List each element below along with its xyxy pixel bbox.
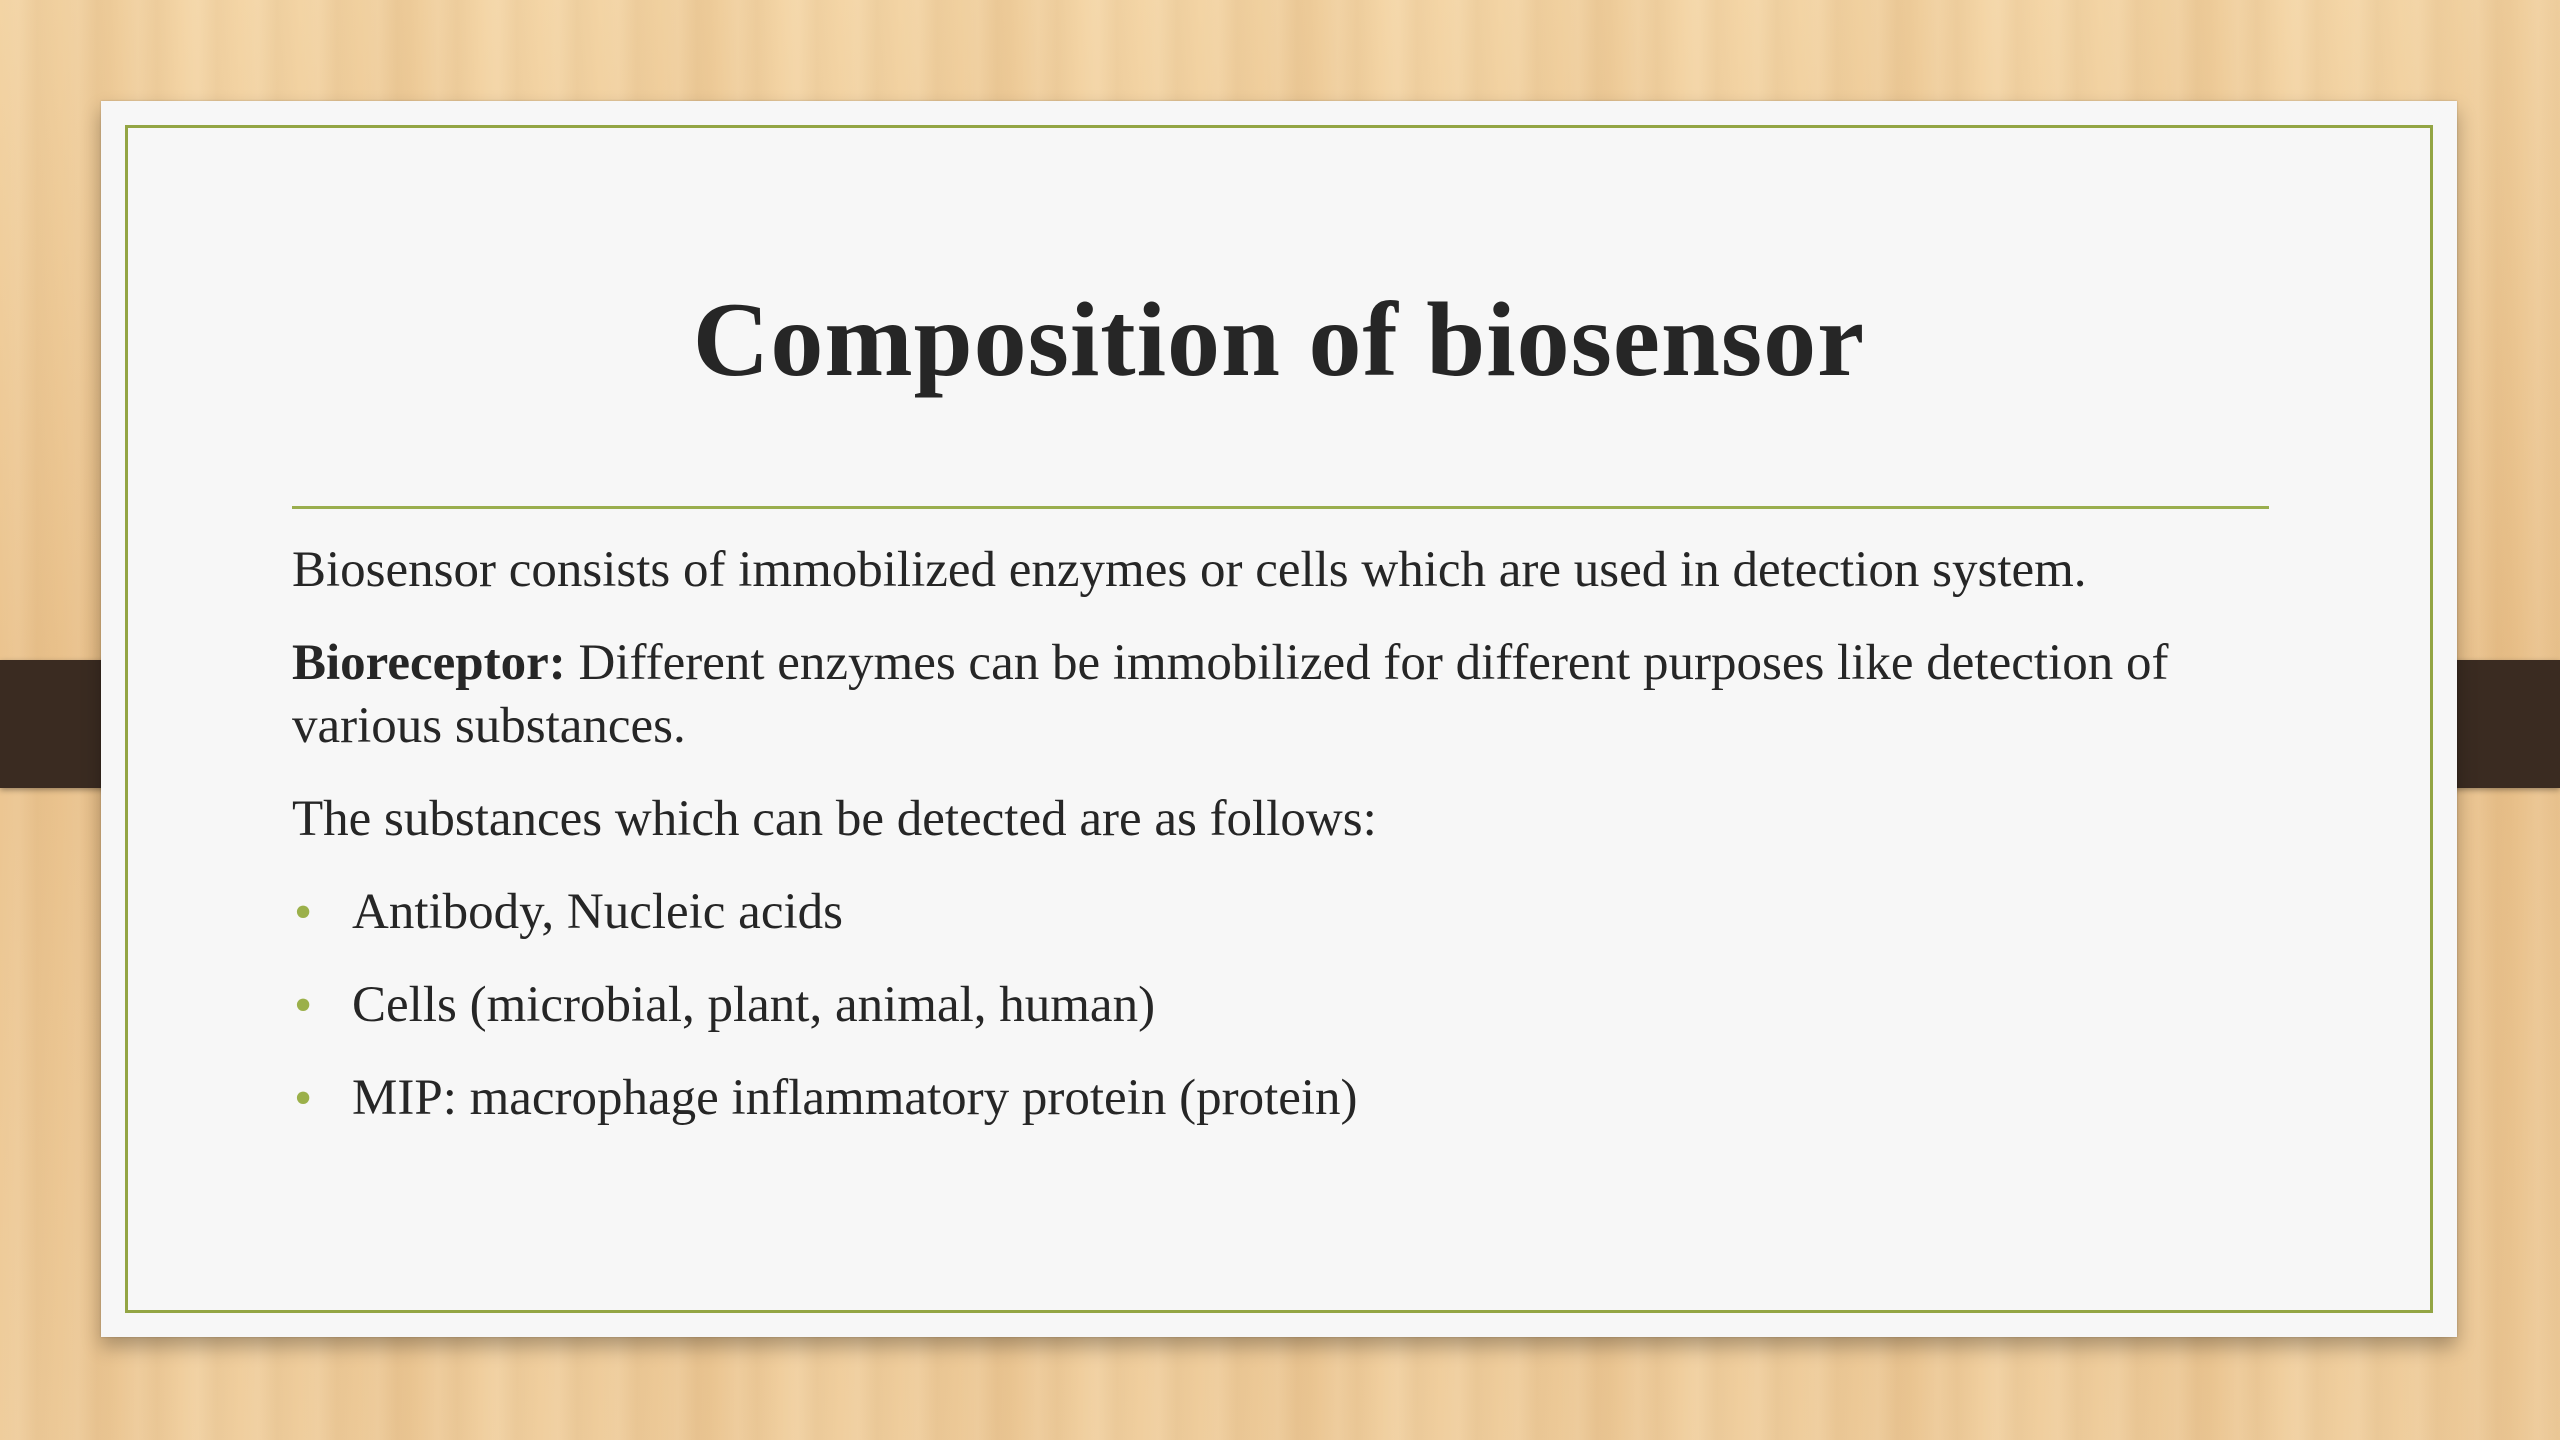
- slide-title: Composition of biosensor: [692, 281, 1866, 398]
- bullet-dot-icon: •: [294, 884, 313, 941]
- bioreceptor-text: Different enzymes can be immobilized for different purposes like detection of various substances.: [292, 635, 2169, 754]
- paragraph-substances-text: The substances which can be detected are as follows:: [292, 791, 1377, 847]
- substances-list: [292, 881, 2272, 1130]
- bullet-dot-icon: •: [294, 977, 313, 1034]
- list-item-text: Cells (microbial, plant, animal, human): [352, 977, 1156, 1033]
- list-item: [292, 974, 2272, 1037]
- list-item-text: MIP: macrophage inflammatory protein (protein): [352, 1070, 1358, 1126]
- list-item: [292, 881, 2272, 944]
- paragraph-intro-text: Biosensor consists of immobilized enzymes or cells which are used in detection system.: [292, 542, 2087, 598]
- title-divider: [292, 506, 2269, 509]
- list-item: [292, 1067, 2272, 1130]
- slide-card: [101, 101, 2457, 1337]
- bioreceptor-label: Bioreceptor:: [292, 635, 566, 691]
- bullet-dot-icon: •: [294, 1070, 313, 1127]
- paragraph-bioreceptor: [292, 632, 2272, 758]
- list-item-text: Antibody, Nucleic acids: [352, 884, 843, 940]
- paragraph-intro: [292, 539, 2272, 602]
- paragraph-substances: [292, 788, 2272, 851]
- slide-content: [292, 539, 2272, 1160]
